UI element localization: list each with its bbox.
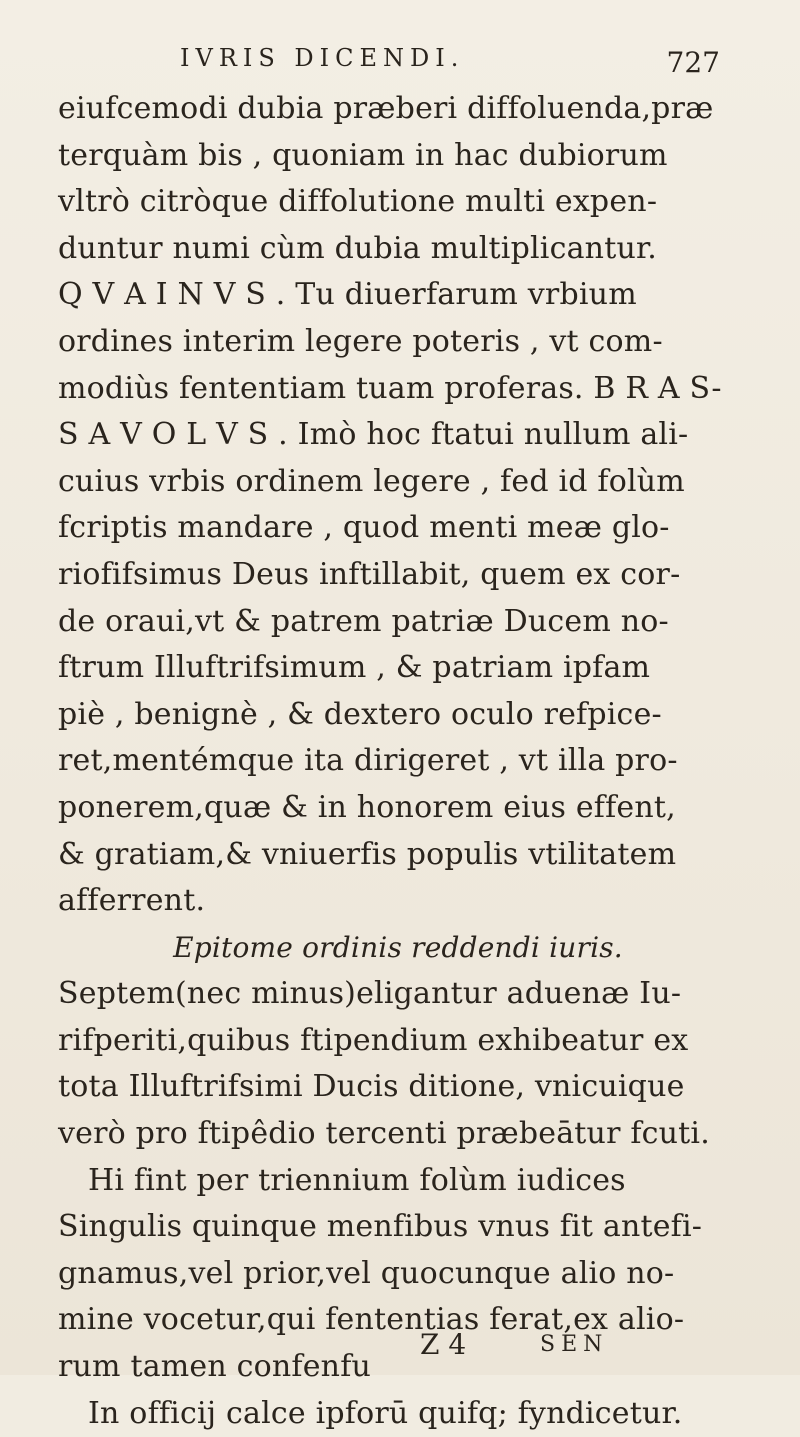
text-line: tota Illuftrifsimi Ducis ditione, vnicuique — [58, 1069, 685, 1105]
text-line: & gratiam,& vniuerfis populis vtilitatem — [58, 836, 677, 872]
text-line: vltrò citròque diffolutione multi expen- — [58, 184, 658, 220]
page-number: 727 — [666, 46, 720, 79]
text-line: cuius vrbis ordinem legere , fed id folùm — [58, 463, 685, 499]
text-line: ftrum Illuftrifsimum , & patriam ipfam — [58, 650, 651, 686]
text-line: Septem(nec minus)eligantur aduenæ Iu- — [58, 976, 682, 1012]
text-line: rum tamen confenfu — [58, 1349, 372, 1385]
text-line: gnamus,vel prior,vel quocunque alio no- — [58, 1255, 675, 1291]
running-head — [60, 44, 720, 84]
catchword: SEN — [540, 1332, 609, 1357]
text-line: ret,mentémque ita dirigeret , vt illa pro- — [58, 743, 678, 779]
text-line: afferrent. — [58, 883, 206, 919]
text-line: ordines interim legere poteris , vt com- — [58, 323, 663, 359]
body-text — [58, 86, 728, 1437]
signature-mark: Z 4 — [420, 1328, 467, 1361]
running-title: IVRIS DICENDI. — [180, 44, 465, 72]
section-heading: Epitome ordinis reddendi iuris. — [173, 930, 623, 964]
text-line: In officij calce ipforū quifq; fyndicetur. — [88, 1395, 683, 1431]
text-line: fcriptis mandare , quod menti meæ glo- — [58, 510, 670, 546]
text-line: riofifsimus Deus inftillabit, quem ex cor- — [58, 556, 681, 592]
text-line: piè , benignè , & dextero oculo refpice- — [58, 696, 662, 732]
text-line: de oraui,vt & patrem patriæ Ducem no- — [58, 603, 669, 639]
text-line: S A V O L V S . Imò hoc ftatui nullum ali- — [58, 417, 689, 453]
text-line: duntur numi cùm dubia multiplicantur. — [58, 230, 657, 266]
text-line: Q V A I N V S . Tu diuerfarum vrbium — [58, 277, 637, 313]
text-line: mine vocetur,qui fententias ferat,ex alio- — [58, 1302, 685, 1338]
text-line: Hi fint per triennium folùm iudices — [88, 1162, 626, 1198]
text-line: modiùs fententiam tuam proferas. B R A S- — [58, 370, 722, 406]
text-line: Singulis quinque menfibus vnus fit antefi- — [58, 1209, 703, 1245]
text-line: eiufcemodi dubia præberi diffoluenda,præ — [58, 91, 714, 126]
text-line: terquàm bis , quoniam in hac dubiorum — [58, 137, 668, 173]
text-line: rifperiti,quibus ftipendium exhibeatur ex — [58, 1022, 689, 1058]
text-line: ponerem,quæ & in honorem eius effent, — [58, 789, 676, 825]
page-footer — [420, 1328, 760, 1361]
text-line: verò pro ftipêdio tercenti præbeātur fcuti. — [58, 1116, 710, 1152]
